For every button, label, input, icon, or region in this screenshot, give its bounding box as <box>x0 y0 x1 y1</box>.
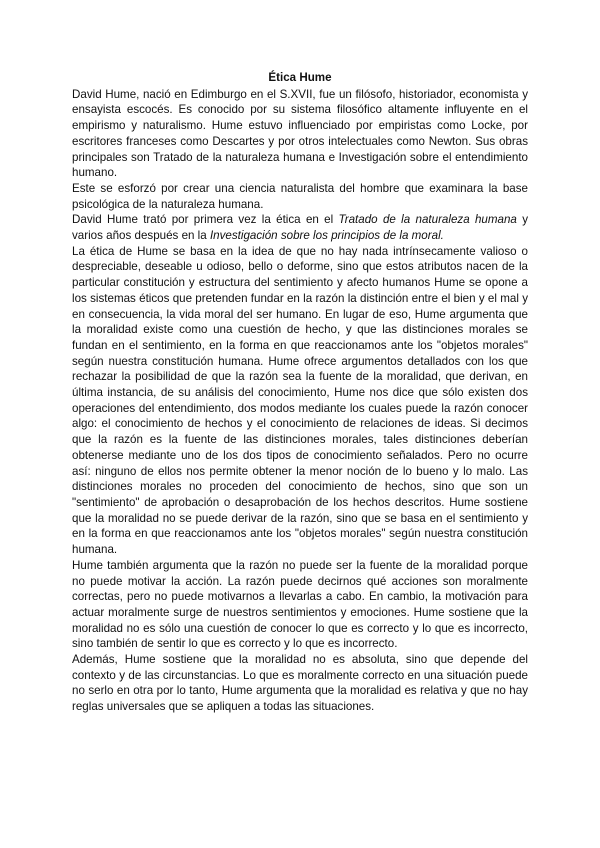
paragraph-reason-motivation: Hume también argumenta que la razón no puede ser la fuente de la moralidad porque no puede motivar la acción. La razón puede decirnos qué acciones son moralmente correctas, pero no puede motivarnos a llevarlas a cabo. En cambio, la motivación para actuar moralmente surge de nuestros sentimientos y emociones. Hume sostiene que la moralidad no es sólo una cuestión de conocer lo que es correcto y lo que es incorrecto, sino también de sentir lo que es correcto y lo que es incorrecto. <box>72 558 528 651</box>
paragraph-naturalist-science: Este se esforzó por crear una ciencia naturalista del hombre que examinara la base psicológica de la naturaleza humana. <box>72 181 528 211</box>
paragraph-works-text-middle: y varios años después en la <box>72 213 528 243</box>
work-title-treatise: Tratado de la naturaleza humana <box>338 213 517 227</box>
document-page <box>72 70 528 715</box>
paragraph-intro: David Hume, nació en Edimburgo en el S.XVII, fue un filósofo, historiador, economista y ensayista escocés. Es conocido por su sistema filosófico altamente influyente en el empirismo y naturalismo. Hume estuvo influenciado por empiristas como Locke, por escritores franceses como Descartes y por otros intelectuales como Newton. Sus obras principales son Tratado de la naturaleza humana e Investigación sobre el entendimiento humano. <box>72 87 528 180</box>
paragraph-relativism: Además, Hume sostiene que la moralidad no es absoluta, sino que depende del contexto y de las circunstancias. Lo que es moralmente correcto en una situación puede no serlo en otra por lo tanto, Hume argumenta que la moralidad es relativa y que no hay reglas universales que se apliquen a todas las situaciones. <box>72 653 528 714</box>
work-title-enquiry: Investigación sobre los principios de la moral. <box>209 229 444 243</box>
document-title: Ética Hume <box>268 71 332 84</box>
paragraph-works-text-before: David Hume trató por primera vez la ética en el <box>72 213 339 227</box>
paragraph-works <box>72 212 528 243</box>
paragraph-ethics-sentiment: La ética de Hume se basa en la idea de que no hay nada intrínsecamente valioso o despreciable, deseable u odioso, bello o deforme, sino que estos atributos nacen de la particular constitución y estructura del sentimiento y afecto humanos Hume se opone a los sistemas éticos que pretenden fundar en la razón la distinción entre el bien y el mal y en consecuencia, la vida moral del ser humano. En lugar de eso, Hume argumenta que la moralidad existe como una cuestión de hecho, y que las distinciones morales se fundan en el sentimiento, en la forma en que reaccionamos ante los "objetos morales" según nuestra constitución humana. Hume ofrece argumentos detallados con los que rechazar la posibilidad de que la razón sea la fuente de la moralidad, que derivan, en última instancia, de su análisis del conocimiento, Hume nos dice que sólo existen dos operaciones del entendimiento, dos modos mediante los cuales puede la razón conocer algo: el conocimiento de hechos y el conocimiento de relaciones de ideas. Si decimos que la razón es la fuente de las distinciones morales, tales distinciones deberían obtenerse mediante uno de los dos tipos de conocimiento señalados. Pero no ocurre así: ninguno de ellos nos permite obtener la menor noción de lo bueno y lo malo. Las distinciones morales no proceden del conocimiento de hechos, sino que son un "sentimiento" de aprobación o desaprobación de los hechos descritos. Hume sostiene que la moralidad no se puede derivar de la razón, sino que se basa en el sentimiento y en la forma en que reaccionamos ante los "objetos morales" según nuestra constitución humana. <box>72 244 528 557</box>
